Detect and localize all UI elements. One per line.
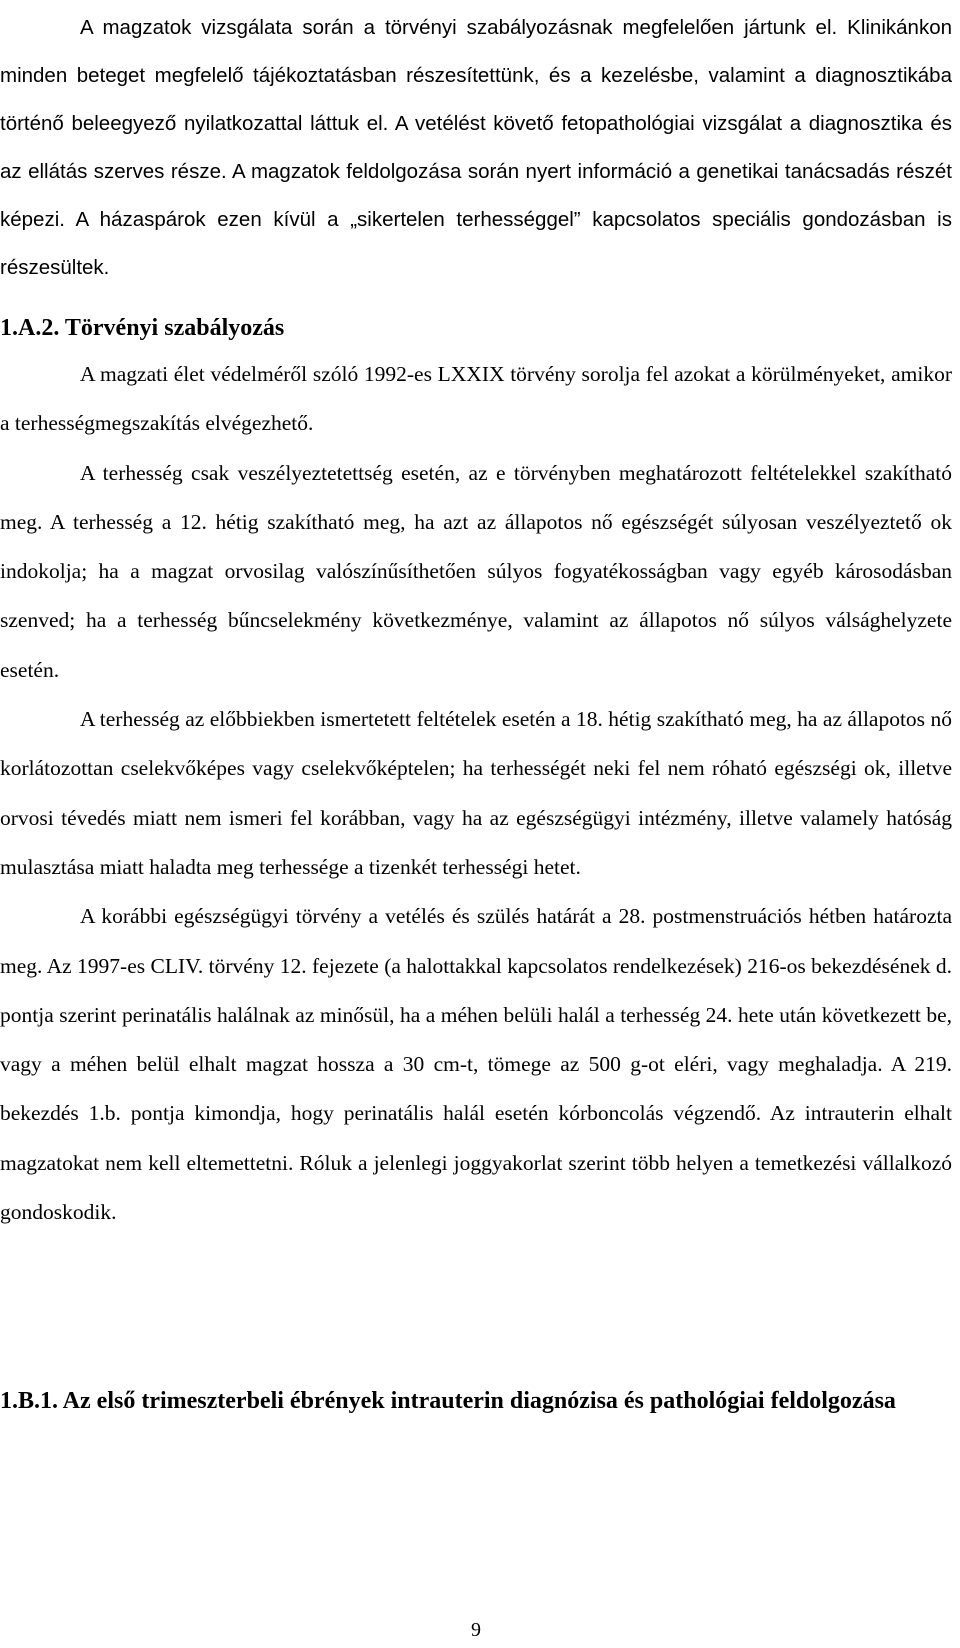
page-number: 9 — [471, 1619, 481, 1641]
intro-paragraph: A magzatok vizsgálata során a törvényi szabályozásnak megfelelően jártunk el. Klinikánkon minden beteget megfelelő tájékoztatásban részesítettünk, és a kezelésbe, valamint a diagnosztikába történő beleegyező nyilatkozattal láttuk el. A vetélést követő fetopathológiai vizsgálat a diagnosztika és az ellátás szerves része. A magzatok feldolgozása során nyert információ a genetikai tanácsadás részét képezi. A házaspárok ezen kívül a „sikertelen terhességgel” kapcsolatos speciális gondozásban is részesültek. — [0, 16, 952, 279]
section-heading-1b1: 1.B.1. Az első trimeszterbeli ébrények intrauterin diagnózisa és pathológiai feldolgozása — [0, 1388, 896, 1414]
intro-block — [0, 4, 952, 292]
paragraph-18-week-rule: A terhesség az előbbiekben ismertetett feltételek esetén a 18. hétig szakítható meg, ha az állapotos nő korlátozottan cselekvőképes vagy cselekvőképtelen; ha terhességét neki fel nem róható egészségi ok, illetve orvosi tévedés miatt nem ismeri fel korábban, vagy ha az egészségügyi intézmény, illetve valamely hatóság mulasztása miatt haladta meg terhessége a tizenkét terhességi hetet. — [0, 707, 952, 879]
paragraph-12-week-rule: A terhesség csak veszélyeztetettség esetén, az e törvényben meghatározott feltételekkel szakítható meg. A terhesség a 12. hétig szakítható meg, ha azt az állapotos nő egészségét súlyosan veszélyeztető ok indokolja; ha a magzat orvosilag valószínűsíthetően súlyos fogyatékosságban vagy egyéb károsodásban szenved; ha a terhesség bűncselekmény következménye, valamint az állapotos nő súlyos válsághelyzete esetén. — [0, 460, 952, 682]
section-heading-1a2: 1.A.2. Törvényi szabályozás — [0, 315, 285, 341]
paragraph-perinatal-definition: A korábbi egészségügyi törvény a vetélés és szülés határát a 28. postmenstruációs hétben határozta meg. Az 1997-es CLIV. törvény 12. fejezete (a halottakkal kapcsolatos rendelkezések) 216-os bekezdésének d. pontja szerint perinatális halálnak az minősül, ha a méhen belüli halál a terhesség 24. hete után következett be, vagy a méhen belül elhalt magzat hossza a 30 cm-t, tömege az 500 g-ot eléri, vagy meghaladja. A 219. bekezdés 1.b. pontja kimondja, hogy perinatális halál esetén kórboncolás végzendő. Az intrauterin elhalt magzatokat nem kell eltemettetni. Róluk a jelenlegi joggyakorlat szerint több helyen a temetkezési vállalkozó gondoskodik. — [0, 904, 952, 1225]
paragraph-law-overview: A magzati élet védelméről szóló 1992-es LXXIX törvény sorolja fel azokat a körülményeket, amikor a terhességmegszakítás elvégezhető. — [0, 362, 952, 436]
section-body-1a2 — [0, 350, 952, 1237]
